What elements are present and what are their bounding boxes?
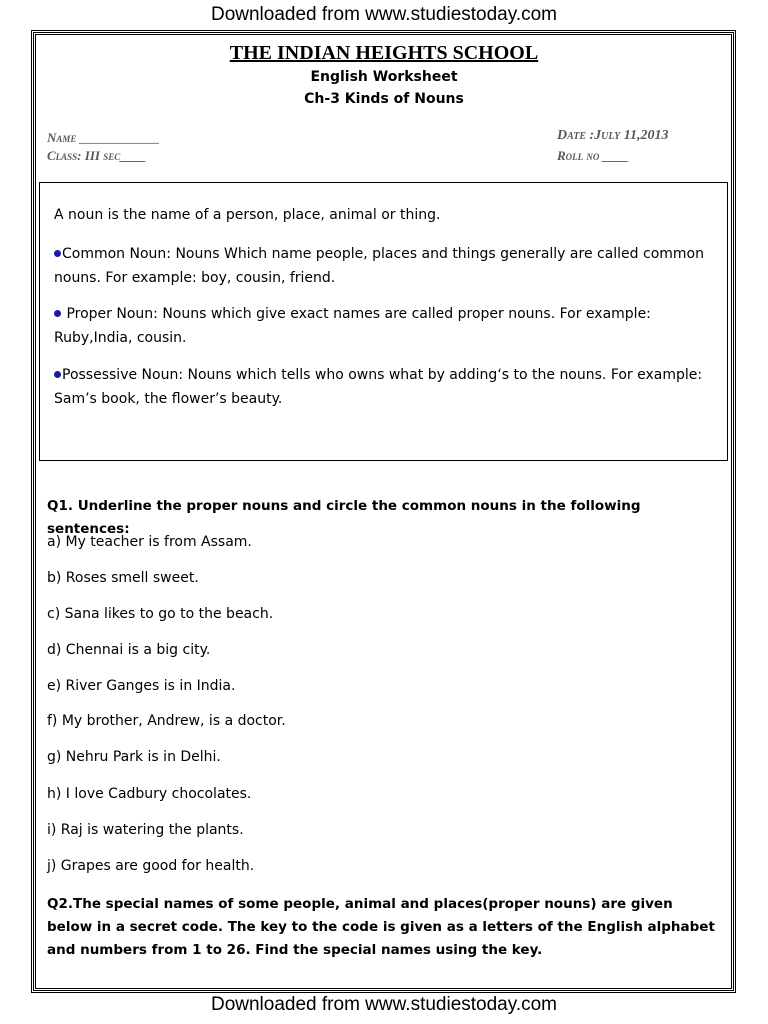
class-field [47,148,146,164]
noun-definition: A noun is the name of a person, place, animal or thing. [54,207,441,223]
possessive-noun-text: Possessive Noun: Nouns which tells who owns what by adding‘s to the nouns. For example: Sam’s book, the flower’s beauty. [54,367,703,407]
sec-label: sec [103,148,121,163]
date-value: July 11,2013 [594,128,669,143]
date-label: Date : [557,128,595,143]
bullet-icon [54,250,61,257]
q1-item: h) I love Cadbury chocolates. [47,786,252,802]
q1-item: f) My brother, Andrew, is a doctor. [47,713,286,729]
q1-item: e) River Ganges is in India. [47,678,236,694]
roll-field [557,148,629,164]
proper-noun-definition [54,302,714,350]
class-label: Class: [47,148,82,163]
q1-item: d) Chennai is a big city. [47,642,211,658]
possessive-noun-definition [54,363,714,411]
common-noun-text: Common Noun: Nouns Which name people, places and things generally are called common nouns. For example: boy, cousin, friend. [54,246,704,286]
proper-noun-text: Proper Noun: Nouns which give exact names are called proper nouns. For example: Ruby,India, cousin. [54,306,651,346]
class-value: III [84,148,100,163]
q1-item: c) Sana likes to go to the beach. [47,606,274,622]
school-title: THE INDIAN HEIGHTS SCHOOL [229,42,539,64]
q1-item: b) Roses smell sweet. [47,570,199,586]
date-field [557,128,668,144]
name-field [47,130,160,146]
sec-blank: ____ [120,148,147,163]
top-download-banner: Downloaded from www.studiestoday.com [210,4,558,25]
worksheet-subject: English Worksheet [310,69,458,85]
bullet-icon [54,310,61,317]
q1-item: j) Grapes are good for health. [47,858,255,874]
roll-label: Roll no [557,148,600,163]
roll-blank: ____ [602,148,629,163]
name-label: Name [47,130,77,145]
q1-title: Q1. Underline the proper nouns and circle the common nouns in the following sentences: [47,498,641,537]
bullet-icon [54,371,61,378]
name-blank: ________________ [79,134,160,145]
common-noun-definition [54,242,714,290]
q1-item: i) Raj is watering the plants. [47,822,244,838]
bottom-download-banner: Downloaded from www.studiestoday.com [210,994,558,1015]
q1-item: a) My teacher is from Assam. [47,534,252,550]
q1-item: g) Nehru Park is in Delhi. [47,749,221,765]
worksheet-chapter: Ch-3 Kinds of Nouns [304,91,464,107]
q2-instructions: Q2.The special names of some people, animal and places(proper nouns) are given below in a secret code. The key to the code is given as a letters of the English alphabet and numbers from 1 to 26. Find the special names using the key. [47,896,715,958]
